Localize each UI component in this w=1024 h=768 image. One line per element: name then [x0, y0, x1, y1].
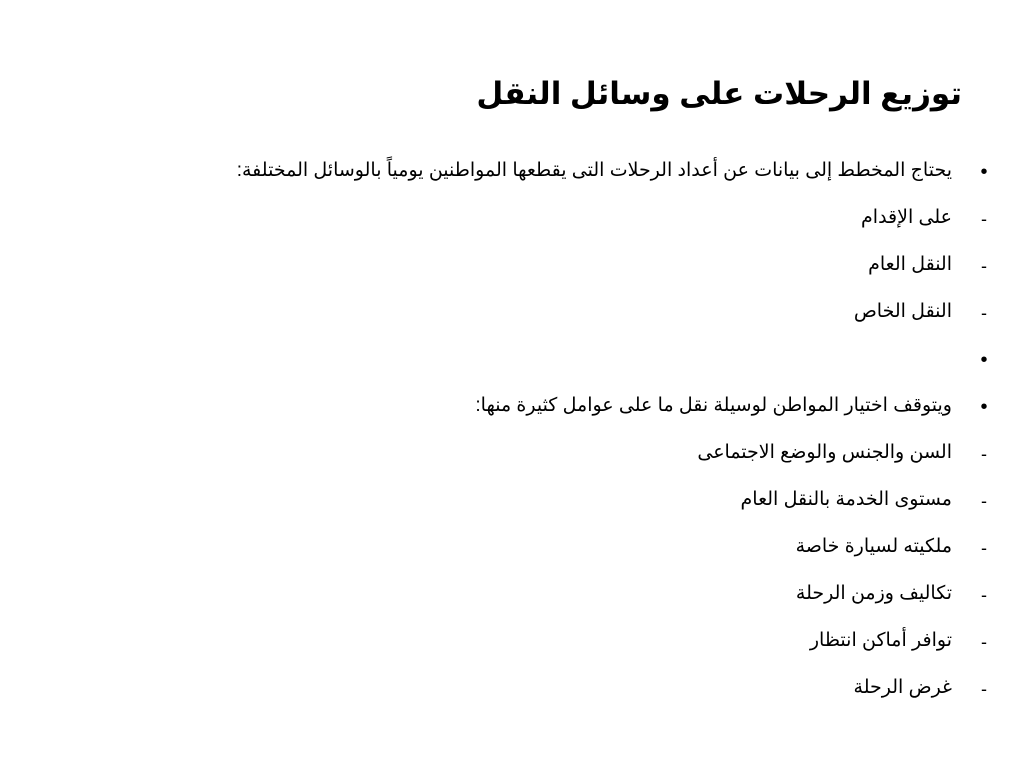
- bullet-text: ويتوقف اختيار المواطن لوسيلة نقل ما على عوامل كثيرة منها:: [475, 395, 952, 416]
- dash-line: [0, 526, 1024, 573]
- dash-line: [0, 197, 1024, 244]
- bullet-marker: •: [980, 349, 988, 371]
- dash-line: [0, 620, 1024, 667]
- dash-marker: -: [981, 256, 987, 276]
- dash-marker: -: [981, 491, 987, 511]
- empty-bullet-line: [0, 338, 1024, 385]
- dash-line: [0, 573, 1024, 620]
- bullet-line: [0, 150, 1024, 197]
- dash-text: على الإقدام: [861, 207, 952, 228]
- bullet-marker: •: [980, 396, 988, 418]
- dash-text: النقل الخاص: [853, 301, 952, 322]
- bullet-line: [0, 385, 1024, 432]
- dash-marker: -: [981, 585, 987, 605]
- dash-marker: -: [981, 632, 987, 652]
- dash-marker: -: [981, 679, 987, 699]
- dash-line: [0, 479, 1024, 526]
- dash-marker: -: [981, 209, 987, 229]
- dash-text: السن والجنس والوضع الاجتماعى: [697, 442, 952, 463]
- bullet-text: يحتاج المخطط إلى بيانات عن أعداد الرحلات التى يقطعها المواطنين يومياً بالوسائل المختلفة:: [236, 160, 952, 181]
- dash-text: النقل العام: [868, 254, 952, 275]
- dash-text: توافر أماكن انتظار: [809, 630, 952, 651]
- dash-marker: -: [981, 444, 987, 464]
- dash-marker: -: [981, 538, 987, 558]
- slide-title: توزيع الرحلات على وسائل النقل: [476, 76, 962, 111]
- bullet-list: [0, 150, 1024, 714]
- dash-text: مستوى الخدمة بالنقل العام: [740, 489, 952, 510]
- bullet-marker: •: [980, 161, 988, 183]
- dash-text: غرض الرحلة: [853, 677, 952, 698]
- dash-line: [0, 244, 1024, 291]
- dash-text: تكاليف وزمن الرحلة: [795, 583, 952, 604]
- dash-line: [0, 291, 1024, 338]
- dash-line: [0, 667, 1024, 714]
- dash-text: ملكيته لسيارة خاصة: [795, 536, 952, 557]
- dash-marker: -: [981, 303, 987, 323]
- dash-line: [0, 432, 1024, 479]
